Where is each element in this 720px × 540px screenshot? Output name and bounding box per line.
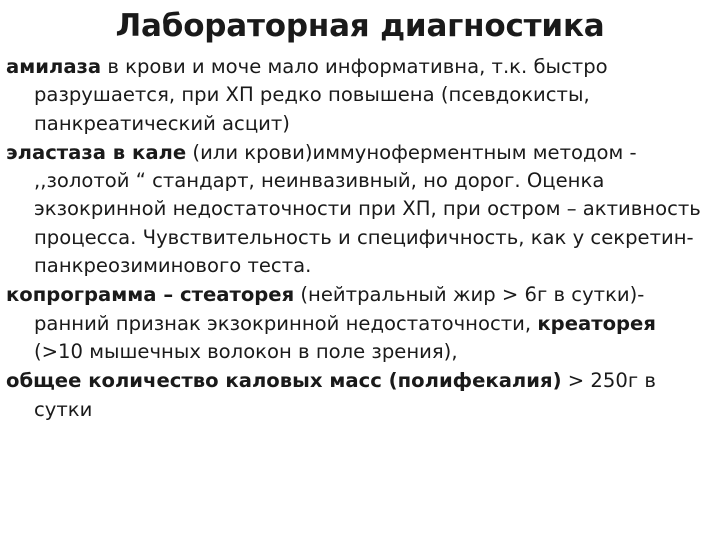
text-steatorrhea: (нейтральный жир > 6г в сутки)- ранний признак экзокринной недостаточности, xyxy=(34,283,645,335)
paragraph-elastase xyxy=(6,139,710,280)
text-creatorrhea: (>10 мышечных волокон в поле зрения), xyxy=(34,339,458,363)
paragraph-amylase xyxy=(6,53,710,138)
text-fecal-mass: > 250г в сутки xyxy=(34,369,656,421)
paragraph-fecal-mass xyxy=(6,367,710,424)
slide-title: Лабораторная диагностика xyxy=(115,8,605,44)
separator-dash: – xyxy=(156,283,180,307)
term-creatorrhea: креаторея xyxy=(537,311,656,335)
term-elastase: эластаза в кале xyxy=(6,140,187,164)
term-fecal-mass: общее количество каловых масс (полифекалия) xyxy=(6,369,562,393)
text-amylase: в крови и моче мало информативна, т.к. быстро разрушается, при ХП редко повышена (псевдокисты, панкреатический асцит) xyxy=(34,55,608,135)
term-steatorrhea: стеаторея xyxy=(179,283,295,307)
text-elastase: (или крови)иммуноферментным методом - ,,золотой “ стандарт, неинвазивный, но дорог. Оценка экзокринной недостаточности при ХП, при остром – активность процесса. Чувствительность и специфичность, как у секретин-панкреозиминового теста. xyxy=(34,140,701,278)
paragraph-coprogram xyxy=(6,281,710,366)
term-amylase: амилаза xyxy=(6,55,102,78)
term-coprogram: копрограмма xyxy=(6,283,157,307)
slide-body xyxy=(6,53,710,425)
